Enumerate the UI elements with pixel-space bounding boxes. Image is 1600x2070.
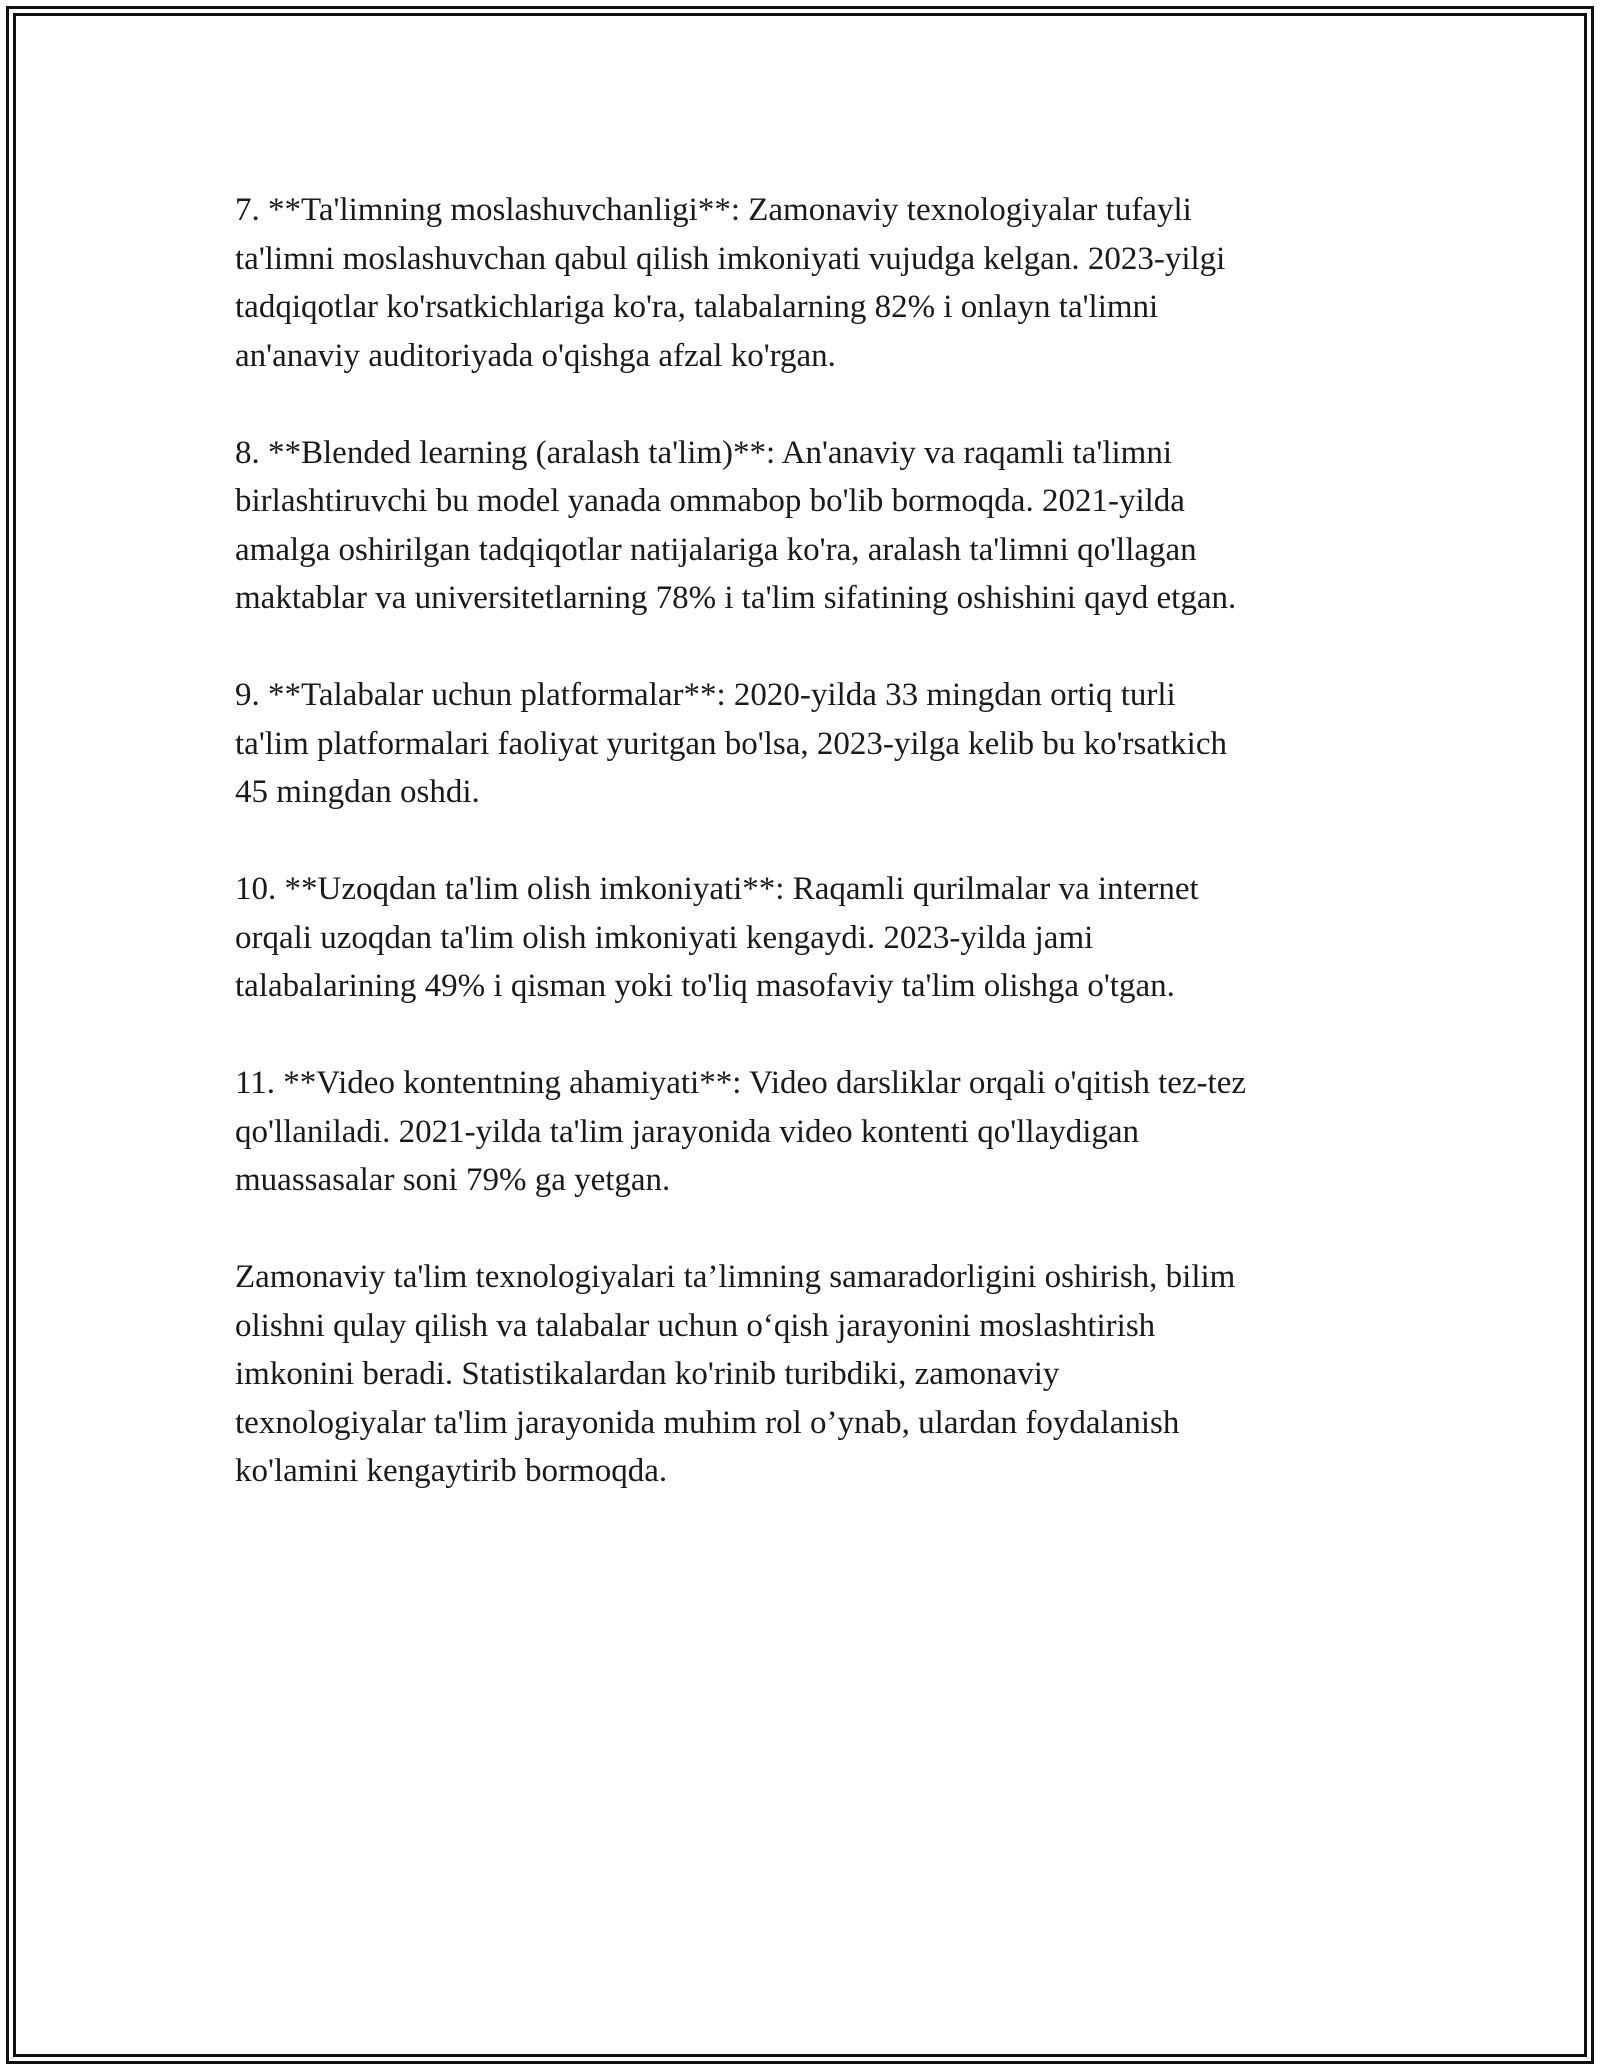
text-line: muassasalar soni 79% ga yetgan. — [235, 1162, 671, 1198]
text-line: qo'llaniladi. 2021-yilda ta'lim jarayonida video kontenti qo'llaydigan — [235, 1113, 1140, 1150]
text-line: birlashtiruvchi bu model yanada ommabop bo'lib bormoqda. 2021-yilda — [235, 483, 1185, 519]
text-line: 8. **Blended learning (aralash ta'lim)**: An'anaviy va raqamli ta'limni — [235, 434, 1172, 471]
paragraph-item-7 — [235, 186, 1385, 380]
document-body — [235, 186, 1385, 1544]
text-line: 7. **Ta'limning moslashuvchanligi**: Zamonaviy texnologiyalar tufayli — [235, 192, 1192, 228]
paragraph-conclusion — [235, 1253, 1385, 1496]
text-line: amalga oshirilgan tadqiqotlar natijalariga ko'ra, aralash ta'limni qo'llagan — [235, 531, 1197, 568]
text-line: tadqiqotlar ko'rsatkichlariga ko'ra, talabalarning 82% i onlayn ta'limni — [235, 289, 1159, 325]
text-line: orqali uzoqdan ta'lim olish imkoniyati kengaydi. 2023-yilda jami — [235, 919, 1094, 956]
text-line: 10. **Uzoqdan ta'lim olish imkoniyati**: Raqamli qurilmalar va internet — [235, 871, 1199, 907]
text-line: ta'limni moslashuvchan qabul qilish imkoniyati vujudga kelgan. 2023-yilgi — [235, 240, 1226, 277]
paragraph-item-8 — [235, 429, 1385, 623]
paragraph-item-11 — [235, 1059, 1385, 1205]
text-line: olishni qulay qilish va talabalar uchun o‘qish jarayonini moslashtirish — [235, 1307, 1156, 1344]
text-line: 45 mingdan oshdi. — [235, 774, 480, 810]
text-line: imkonini beradi. Statistikalardan ko'rinib turibdiki, zamonaviy — [235, 1356, 1060, 1392]
text-line: talabalarining 49% i qisman yoki to'liq masofaviy ta'lim olishga o'tgan. — [235, 968, 1175, 1004]
paragraph-item-9 — [235, 671, 1385, 817]
text-line: maktablar va universitetlarning 78% i ta'lim sifatining oshishini qayd etgan. — [235, 580, 1237, 616]
text-line: 9. **Talabalar uchun platformalar**: 2020-yilda 33 mingdan ortiq turli — [235, 677, 1176, 713]
text-line: Zamonaviy ta'lim texnologiyalari ta’limning samaradorligini oshirish, bilim — [235, 1259, 1236, 1295]
text-line: ko'lamini kengaytirib bormoqda. — [235, 1453, 668, 1489]
text-line: an'anaviy auditoriyada o'qishga afzal ko'rgan. — [235, 337, 836, 374]
text-line: 11. **Video kontentning ahamiyati**: Video darsliklar orqali o'qitish tez-tez — [235, 1065, 1246, 1101]
text-line: texnologiyalar ta'lim jarayonida muhim rol o’ynab, ulardan foydalanish — [235, 1404, 1180, 1441]
paragraph-item-10 — [235, 865, 1385, 1011]
text-line: ta'lim platformalari faoliyat yuritgan bo'lsa, 2023-yilga kelib bu ko'rsatkich — [235, 725, 1227, 762]
